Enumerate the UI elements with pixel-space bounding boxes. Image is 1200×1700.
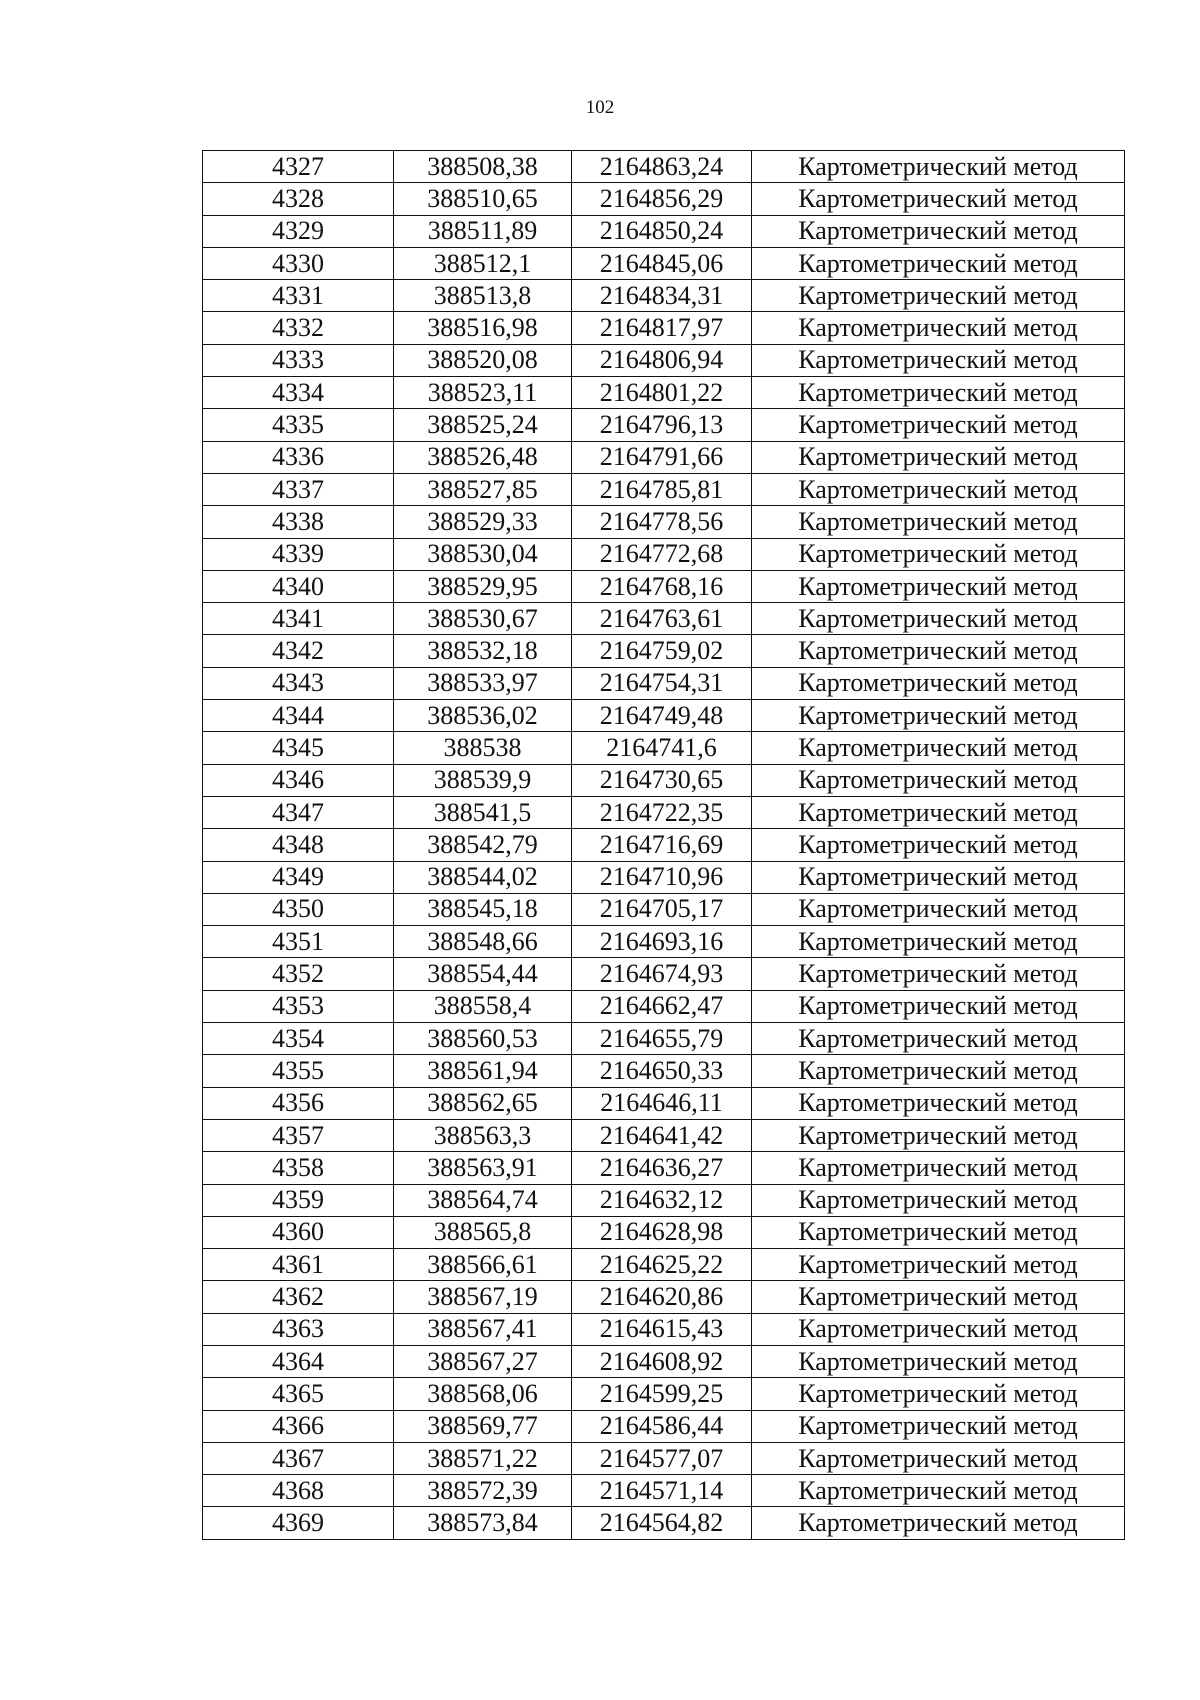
- y-coordinate-cell: 2164722,35: [572, 796, 752, 828]
- y-coordinate-cell: 2164693,16: [572, 926, 752, 958]
- x-coordinate-cell: 388529,95: [394, 570, 572, 602]
- table-row: [203, 958, 1125, 990]
- table-row: [203, 1442, 1125, 1474]
- table-row: [203, 570, 1125, 602]
- y-coordinate-cell: 2164615,43: [572, 1313, 752, 1345]
- point-number-cell: 4349: [203, 861, 394, 893]
- y-coordinate-cell: 2164571,14: [572, 1475, 752, 1507]
- x-coordinate-cell: 388560,53: [394, 1023, 572, 1055]
- x-coordinate-cell: 388541,5: [394, 796, 572, 828]
- y-coordinate-cell: 2164620,86: [572, 1281, 752, 1313]
- y-coordinate-cell: 2164845,06: [572, 247, 752, 279]
- table-row: [203, 1249, 1125, 1281]
- y-coordinate-cell: 2164749,48: [572, 700, 752, 732]
- table-row: [203, 1410, 1125, 1442]
- y-coordinate-cell: 2164705,17: [572, 893, 752, 925]
- point-number-cell: 4359: [203, 1184, 394, 1216]
- table-row: [203, 1184, 1125, 1216]
- x-coordinate-cell: 388525,24: [394, 409, 572, 441]
- x-coordinate-cell: 388563,91: [394, 1152, 572, 1184]
- y-coordinate-cell: 2164785,81: [572, 473, 752, 505]
- x-coordinate-cell: 388554,44: [394, 958, 572, 990]
- point-number-cell: 4333: [203, 344, 394, 376]
- point-number-cell: 4339: [203, 538, 394, 570]
- method-cell: Картометрический метод: [752, 280, 1125, 312]
- method-cell: Картометрический метод: [752, 732, 1125, 764]
- point-number-cell: 4347: [203, 796, 394, 828]
- table-row: [203, 506, 1125, 538]
- method-cell: Картометрический метод: [752, 1410, 1125, 1442]
- table-row: [203, 990, 1125, 1022]
- coordinates-table: [202, 150, 1125, 1540]
- x-coordinate-cell: 388545,18: [394, 893, 572, 925]
- method-cell: Картометрический метод: [752, 764, 1125, 796]
- method-cell: Картометрический метод: [752, 344, 1125, 376]
- point-number-cell: 4330: [203, 247, 394, 279]
- x-coordinate-cell: 388567,27: [394, 1345, 572, 1377]
- y-coordinate-cell: 2164759,02: [572, 635, 752, 667]
- table-row: [203, 538, 1125, 570]
- point-number-cell: 4344: [203, 700, 394, 732]
- method-cell: Картометрический метод: [752, 926, 1125, 958]
- x-coordinate-cell: 388538: [394, 732, 572, 764]
- table-row: [203, 603, 1125, 635]
- point-number-cell: 4363: [203, 1313, 394, 1345]
- y-coordinate-cell: 2164710,96: [572, 861, 752, 893]
- table-row: [203, 861, 1125, 893]
- table-row: [203, 1023, 1125, 1055]
- point-number-cell: 4340: [203, 570, 394, 602]
- x-coordinate-cell: 388508,38: [394, 151, 572, 183]
- y-coordinate-cell: 2164768,16: [572, 570, 752, 602]
- table-row: [203, 700, 1125, 732]
- point-number-cell: 4346: [203, 764, 394, 796]
- table-row: [203, 280, 1125, 312]
- y-coordinate-cell: 2164730,65: [572, 764, 752, 796]
- x-coordinate-cell: 388567,41: [394, 1313, 572, 1345]
- x-coordinate-cell: 388566,61: [394, 1249, 572, 1281]
- y-coordinate-cell: 2164628,98: [572, 1216, 752, 1248]
- point-number-cell: 4353: [203, 990, 394, 1022]
- method-cell: Картометрический метод: [752, 1249, 1125, 1281]
- point-number-cell: 4341: [203, 603, 394, 635]
- y-coordinate-cell: 2164564,82: [572, 1507, 752, 1539]
- table-row: [203, 829, 1125, 861]
- x-coordinate-cell: 388516,98: [394, 312, 572, 344]
- x-coordinate-cell: 388563,3: [394, 1119, 572, 1151]
- y-coordinate-cell: 2164577,07: [572, 1442, 752, 1474]
- method-cell: Картометрический метод: [752, 377, 1125, 409]
- point-number-cell: 4352: [203, 958, 394, 990]
- point-number-cell: 4364: [203, 1345, 394, 1377]
- point-number-cell: 4334: [203, 377, 394, 409]
- table-row: [203, 1119, 1125, 1151]
- point-number-cell: 4351: [203, 926, 394, 958]
- point-number-cell: 4348: [203, 829, 394, 861]
- point-number-cell: 4365: [203, 1378, 394, 1410]
- method-cell: Картометрический метод: [752, 1442, 1125, 1474]
- point-number-cell: 4338: [203, 506, 394, 538]
- y-coordinate-cell: 2164641,42: [572, 1119, 752, 1151]
- point-number-cell: 4345: [203, 732, 394, 764]
- point-number-cell: 4367: [203, 1442, 394, 1474]
- point-number-cell: 4331: [203, 280, 394, 312]
- method-cell: Картометрический метод: [752, 570, 1125, 602]
- y-coordinate-cell: 2164655,79: [572, 1023, 752, 1055]
- method-cell: Картометрический метод: [752, 700, 1125, 732]
- table-row: [203, 215, 1125, 247]
- table-row: [203, 441, 1125, 473]
- method-cell: Картометрический метод: [752, 1475, 1125, 1507]
- point-number-cell: 4336: [203, 441, 394, 473]
- method-cell: Картометрический метод: [752, 1055, 1125, 1087]
- table-row: [203, 764, 1125, 796]
- point-number-cell: 4362: [203, 1281, 394, 1313]
- point-number-cell: 4328: [203, 183, 394, 215]
- x-coordinate-cell: 388539,9: [394, 764, 572, 796]
- y-coordinate-cell: 2164599,25: [572, 1378, 752, 1410]
- table-row: [203, 151, 1125, 183]
- table-row: [203, 377, 1125, 409]
- point-number-cell: 4350: [203, 893, 394, 925]
- method-cell: Картометрический метод: [752, 635, 1125, 667]
- method-cell: Картометрический метод: [752, 1023, 1125, 1055]
- method-cell: Картометрический метод: [752, 1507, 1125, 1539]
- table-row: [203, 635, 1125, 667]
- method-cell: Картометрический метод: [752, 151, 1125, 183]
- y-coordinate-cell: 2164662,47: [572, 990, 752, 1022]
- table-row: [203, 1152, 1125, 1184]
- y-coordinate-cell: 2164754,31: [572, 667, 752, 699]
- x-coordinate-cell: 388530,67: [394, 603, 572, 635]
- table-row: [203, 1281, 1125, 1313]
- y-coordinate-cell: 2164608,92: [572, 1345, 752, 1377]
- point-number-cell: 4332: [203, 312, 394, 344]
- x-coordinate-cell: 388511,89: [394, 215, 572, 247]
- table-row: [203, 183, 1125, 215]
- method-cell: Картометрический метод: [752, 538, 1125, 570]
- method-cell: Картометрический метод: [752, 506, 1125, 538]
- point-number-cell: 4361: [203, 1249, 394, 1281]
- x-coordinate-cell: 388529,33: [394, 506, 572, 538]
- y-coordinate-cell: 2164632,12: [572, 1184, 752, 1216]
- table-row: [203, 667, 1125, 699]
- y-coordinate-cell: 2164806,94: [572, 344, 752, 376]
- method-cell: Картометрический метод: [752, 829, 1125, 861]
- method-cell: Картометрический метод: [752, 1152, 1125, 1184]
- point-number-cell: 4327: [203, 151, 394, 183]
- point-number-cell: 4329: [203, 215, 394, 247]
- x-coordinate-cell: 388542,79: [394, 829, 572, 861]
- table-row: [203, 1216, 1125, 1248]
- table-row: [203, 926, 1125, 958]
- y-coordinate-cell: 2164650,33: [572, 1055, 752, 1087]
- table-row: [203, 473, 1125, 505]
- method-cell: Картометрический метод: [752, 215, 1125, 247]
- x-coordinate-cell: 388530,04: [394, 538, 572, 570]
- y-coordinate-cell: 2164646,11: [572, 1087, 752, 1119]
- point-number-cell: 4342: [203, 635, 394, 667]
- coordinates-table-body: [203, 151, 1125, 1540]
- x-coordinate-cell: 388569,77: [394, 1410, 572, 1442]
- y-coordinate-cell: 2164801,22: [572, 377, 752, 409]
- page-number: 102: [585, 97, 615, 118]
- method-cell: Картометрический метод: [752, 1378, 1125, 1410]
- y-coordinate-cell: 2164796,13: [572, 409, 752, 441]
- x-coordinate-cell: 388567,19: [394, 1281, 572, 1313]
- method-cell: Картометрический метод: [752, 1216, 1125, 1248]
- x-coordinate-cell: 388544,02: [394, 861, 572, 893]
- method-cell: Картометрический метод: [752, 958, 1125, 990]
- point-number-cell: 4368: [203, 1475, 394, 1507]
- x-coordinate-cell: 388561,94: [394, 1055, 572, 1087]
- y-coordinate-cell: 2164763,61: [572, 603, 752, 635]
- point-number-cell: 4335: [203, 409, 394, 441]
- table-row: [203, 409, 1125, 441]
- method-cell: Картометрический метод: [752, 183, 1125, 215]
- point-number-cell: 4369: [203, 1507, 394, 1539]
- table-row: [203, 1378, 1125, 1410]
- method-cell: Картометрический метод: [752, 893, 1125, 925]
- point-number-cell: 4356: [203, 1087, 394, 1119]
- table-row: [203, 732, 1125, 764]
- x-coordinate-cell: 388510,65: [394, 183, 572, 215]
- method-cell: Картометрический метод: [752, 441, 1125, 473]
- method-cell: Картометрический метод: [752, 667, 1125, 699]
- method-cell: Картометрический метод: [752, 796, 1125, 828]
- method-cell: Картометрический метод: [752, 861, 1125, 893]
- x-coordinate-cell: 388571,22: [394, 1442, 572, 1474]
- table-row: [203, 1475, 1125, 1507]
- x-coordinate-cell: 388512,1: [394, 247, 572, 279]
- y-coordinate-cell: 2164741,6: [572, 732, 752, 764]
- method-cell: Картометрический метод: [752, 1119, 1125, 1151]
- y-coordinate-cell: 2164863,24: [572, 151, 752, 183]
- y-coordinate-cell: 2164716,69: [572, 829, 752, 861]
- point-number-cell: 4358: [203, 1152, 394, 1184]
- table-row: [203, 796, 1125, 828]
- x-coordinate-cell: 388532,18: [394, 635, 572, 667]
- x-coordinate-cell: 388548,66: [394, 926, 572, 958]
- table-row: [203, 1345, 1125, 1377]
- method-cell: Картометрический метод: [752, 1345, 1125, 1377]
- point-number-cell: 4366: [203, 1410, 394, 1442]
- x-coordinate-cell: 388520,08: [394, 344, 572, 376]
- table-row: [203, 344, 1125, 376]
- y-coordinate-cell: 2164778,56: [572, 506, 752, 538]
- y-coordinate-cell: 2164817,97: [572, 312, 752, 344]
- y-coordinate-cell: 2164834,31: [572, 280, 752, 312]
- table-row: [203, 1313, 1125, 1345]
- x-coordinate-cell: 388513,8: [394, 280, 572, 312]
- point-number-cell: 4337: [203, 473, 394, 505]
- method-cell: Картометрический метод: [752, 1281, 1125, 1313]
- method-cell: Картометрический метод: [752, 1087, 1125, 1119]
- method-cell: Картометрический метод: [752, 1184, 1125, 1216]
- point-number-cell: 4343: [203, 667, 394, 699]
- method-cell: Картометрический метод: [752, 312, 1125, 344]
- method-cell: Картометрический метод: [752, 603, 1125, 635]
- point-number-cell: 4357: [203, 1119, 394, 1151]
- x-coordinate-cell: 388565,8: [394, 1216, 572, 1248]
- x-coordinate-cell: 388558,4: [394, 990, 572, 1022]
- x-coordinate-cell: 388568,06: [394, 1378, 572, 1410]
- y-coordinate-cell: 2164636,27: [572, 1152, 752, 1184]
- table-row: [203, 1087, 1125, 1119]
- x-coordinate-cell: 388526,48: [394, 441, 572, 473]
- x-coordinate-cell: 388527,85: [394, 473, 572, 505]
- x-coordinate-cell: 388573,84: [394, 1507, 572, 1539]
- method-cell: Картометрический метод: [752, 409, 1125, 441]
- table-row: [203, 247, 1125, 279]
- point-number-cell: 4360: [203, 1216, 394, 1248]
- table-row: [203, 1055, 1125, 1087]
- point-number-cell: 4354: [203, 1023, 394, 1055]
- table-row: [203, 893, 1125, 925]
- y-coordinate-cell: 2164850,24: [572, 215, 752, 247]
- y-coordinate-cell: 2164674,93: [572, 958, 752, 990]
- x-coordinate-cell: 388564,74: [394, 1184, 572, 1216]
- method-cell: Картометрический метод: [752, 1313, 1125, 1345]
- x-coordinate-cell: 388562,65: [394, 1087, 572, 1119]
- method-cell: Картометрический метод: [752, 990, 1125, 1022]
- x-coordinate-cell: 388533,97: [394, 667, 572, 699]
- x-coordinate-cell: 388572,39: [394, 1475, 572, 1507]
- table-row: [203, 1507, 1125, 1539]
- x-coordinate-cell: 388536,02: [394, 700, 572, 732]
- y-coordinate-cell: 2164625,22: [572, 1249, 752, 1281]
- y-coordinate-cell: 2164791,66: [572, 441, 752, 473]
- method-cell: Картометрический метод: [752, 247, 1125, 279]
- table-row: [203, 312, 1125, 344]
- y-coordinate-cell: 2164856,29: [572, 183, 752, 215]
- point-number-cell: 4355: [203, 1055, 394, 1087]
- y-coordinate-cell: 2164772,68: [572, 538, 752, 570]
- x-coordinate-cell: 388523,11: [394, 377, 572, 409]
- y-coordinate-cell: 2164586,44: [572, 1410, 752, 1442]
- method-cell: Картометрический метод: [752, 473, 1125, 505]
